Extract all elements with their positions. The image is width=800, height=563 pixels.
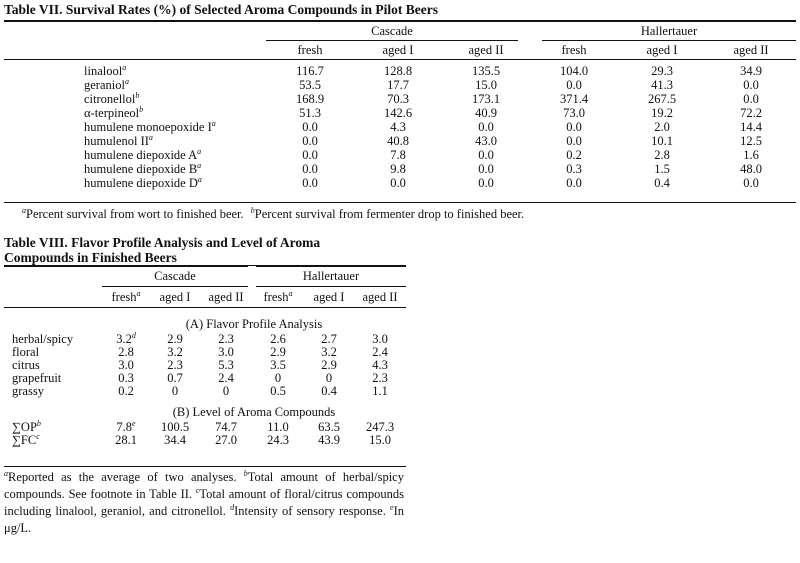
table-cell: 11.0 — [267, 420, 289, 434]
compound-name-text: linalool — [84, 64, 123, 78]
footnote-mark: a — [122, 62, 127, 72]
table-cell: 2.3 — [372, 371, 388, 385]
table-cell-text: 3.2 — [116, 332, 132, 346]
table-cell: 0.0 — [743, 78, 759, 92]
compound-name-text: humulene diepoxide A — [84, 148, 198, 162]
table-cell: 0.0 — [566, 176, 582, 190]
table-row — [4, 372, 406, 385]
table7-title: Table VII. Survival Rates (%) of Selected Aroma Compounds in Pilot Beers — [4, 2, 439, 17]
table-cell: 173.1 — [471, 92, 501, 106]
table-row — [4, 333, 406, 346]
table-cell: 4.3 — [390, 120, 406, 134]
table-cell: 0.0 — [478, 148, 494, 162]
table7-col-header: fresh — [561, 43, 587, 57]
footnote-mark: b — [250, 205, 255, 215]
footnote-mark: b — [135, 90, 140, 100]
footnote-mark: b — [243, 468, 248, 478]
table-cell: 2.4 — [372, 345, 388, 359]
table-row — [4, 385, 406, 398]
table-cell: 2.9 — [270, 345, 286, 359]
footnote-mark: a — [197, 174, 202, 184]
attribute-name-text: citrus — [12, 358, 40, 372]
table7-col-header: fresh — [297, 43, 323, 57]
table-cell: 0.0 — [302, 120, 318, 134]
table-cell: 2.4 — [218, 371, 234, 385]
table-cell: 3.0 — [372, 332, 388, 346]
table8-col-header — [354, 287, 406, 308]
table-cell: 0.0 — [566, 134, 582, 148]
compound-name-text: humulene monoepoxide I — [84, 120, 212, 134]
table8-group-hallertauer: Hallertauer — [252, 266, 406, 287]
table-cell: 0 — [274, 371, 282, 385]
table8-footnotes — [4, 469, 404, 537]
table-cell: 10.1 — [651, 134, 673, 148]
table7-body — [4, 60, 796, 191]
table-cell: 0.0 — [302, 134, 318, 148]
table-cell: 48.0 — [740, 162, 762, 176]
table-cell: 3.0 — [218, 345, 234, 359]
table-cell: 5.3 — [218, 358, 234, 372]
table-cell: 2.7 — [321, 332, 337, 346]
table8-col-header-text: fresh — [111, 290, 137, 304]
attribute-name-text: grapefruit — [12, 371, 62, 385]
table-cell: 3.5 — [270, 358, 286, 372]
table-cell: 72.2 — [740, 106, 762, 120]
table-cell: 2.3 — [167, 358, 183, 372]
table-cell: 0.3 — [118, 371, 134, 385]
table-cell: 0.4 — [654, 176, 670, 190]
table-row — [4, 434, 406, 447]
table-cell: 0.0 — [566, 120, 582, 134]
footnote-mark: a — [148, 132, 153, 142]
table8-title-line2: Compounds in Finished Beers — [4, 250, 177, 265]
table-row — [4, 359, 406, 372]
table-cell: 34.9 — [740, 64, 762, 78]
compound-name — [4, 92, 266, 106]
table-row — [4, 176, 796, 190]
table-cell: 15.0 — [369, 433, 391, 447]
table-cell: 371.4 — [559, 92, 589, 106]
table-row — [4, 60, 796, 79]
footnote-mark: a — [136, 288, 141, 298]
table-cell: 3.2 — [167, 345, 183, 359]
attribute-name-text: floral — [12, 345, 40, 359]
table8-title-line1: Table VIII. Flavor Profile Analysis and Level of Aroma — [4, 235, 321, 250]
table-cell: 9.8 — [390, 162, 406, 176]
compound-name — [4, 106, 266, 120]
table7-footnote-b: Percent survival from fermenter drop to finished beer. — [254, 207, 525, 221]
table-cell: 0 — [325, 371, 333, 385]
section-a-label: (A) Flavor Profile Analysis — [185, 317, 323, 331]
table8-col-header-text: fresh — [263, 290, 289, 304]
table-cell: 168.9 — [295, 92, 325, 106]
table8-col-header-text: aged I — [313, 290, 345, 304]
table-cell: 24.3 — [267, 433, 289, 447]
table7-bottom-rule — [4, 202, 796, 203]
table-cell: 0.0 — [478, 162, 494, 176]
table8-col-header — [252, 287, 304, 308]
table-cell: 0.0 — [566, 78, 582, 92]
table-cell-text: 7.8 — [116, 420, 133, 434]
section-row — [4, 398, 406, 421]
compound-name-text: humulene diepoxide B — [84, 162, 198, 176]
attribute-name-text: grassy — [12, 384, 44, 398]
footnote-mark: a — [4, 468, 8, 478]
table8-col-header-text: aged II — [362, 290, 398, 304]
attribute-name-text: ∑FC — [12, 433, 37, 447]
attribute-name-text: herbal/spicy — [12, 332, 74, 346]
table7-footnotes — [22, 207, 524, 222]
table7-group-hallertauer: Hallertauer — [530, 22, 796, 41]
table8-col-header — [102, 287, 150, 308]
table-cell: 28.1 — [115, 433, 137, 447]
table-cell: 0.0 — [390, 176, 406, 190]
table-cell: 43.9 — [318, 433, 340, 447]
table-cell: 34.4 — [164, 433, 186, 447]
footnote-mark: a — [124, 76, 129, 86]
table8-bottom-rule — [4, 466, 406, 467]
table-cell: 2.9 — [167, 332, 183, 346]
table-cell: 0 — [171, 384, 179, 398]
table-cell: 100.5 — [160, 420, 190, 434]
table-cell: 0.0 — [478, 120, 494, 134]
table7-col-header: aged I — [382, 43, 414, 57]
table-row — [4, 346, 406, 359]
table8-footnote-a: Reported as the average of two analyses. — [8, 470, 237, 484]
table-cell: 267.5 — [647, 92, 677, 106]
table-row — [4, 78, 796, 92]
footnote-mark: a — [22, 205, 26, 215]
table-cell: 2.9 — [321, 358, 337, 372]
footnote-mark: a — [197, 146, 202, 156]
table-cell: 0.0 — [302, 148, 318, 162]
compound-name — [4, 148, 266, 162]
table-cell: 7.8 — [390, 148, 406, 162]
table-cell: 0 — [222, 384, 230, 398]
compound-name-text: humulenol II — [84, 134, 149, 148]
table-cell: 15.0 — [475, 78, 497, 92]
table7-footnote-a: Percent survival from wort to finished beer. — [26, 207, 244, 221]
table-cell: 27.0 — [215, 433, 237, 447]
table-cell: 63.5 — [318, 420, 340, 434]
table-cell: 40.9 — [475, 106, 497, 120]
compound-name — [4, 60, 266, 79]
table-row — [4, 148, 796, 162]
section-b-label: (B) Level of Aroma Compounds — [172, 405, 336, 419]
table8-col-header — [150, 287, 200, 308]
table-cell: 0.7 — [167, 371, 183, 385]
table-cell: 0.4 — [321, 384, 337, 398]
table-cell: 19.2 — [651, 106, 673, 120]
table-cell: 0.0 — [743, 92, 759, 106]
compound-name-text: citronellol — [84, 92, 136, 106]
table8-body — [4, 308, 406, 448]
table-cell: 2.0 — [654, 120, 670, 134]
table-cell: 116.7 — [296, 64, 324, 78]
table-row — [4, 421, 406, 434]
table8-group-cascade: Cascade — [102, 266, 252, 287]
compound-name-text: α-terpineol — [84, 106, 140, 120]
table-cell: 0.3 — [566, 162, 582, 176]
table-cell: 40.8 — [387, 134, 409, 148]
table-cell: 0.0 — [478, 176, 494, 190]
table8-col-header-text: aged I — [159, 290, 191, 304]
attribute-name — [4, 431, 102, 447]
footnote-mark: c — [195, 485, 200, 495]
table8-footnote-c: Total amount of floral/citrus compounds including linalool, geraniol, and citronellol. — [4, 487, 404, 518]
table7-group-cascade: Cascade — [266, 22, 530, 41]
footnote-mark: a — [197, 160, 202, 170]
table-cell: 0.2 — [566, 148, 582, 162]
table8-title — [4, 235, 320, 265]
table-cell: 2.8 — [654, 148, 670, 162]
compound-name — [4, 120, 266, 134]
table-cell: 142.6 — [383, 106, 413, 120]
compound-name — [4, 134, 266, 148]
table8-footnote-d: Intensity of sensory response. — [234, 504, 386, 518]
table-cell: 0.0 — [743, 176, 759, 190]
footnote-mark: b — [139, 104, 144, 114]
footnote-mark: a — [211, 118, 216, 128]
section-row — [4, 308, 406, 334]
attribute-name-text: ∑OP — [12, 420, 37, 434]
table-row — [4, 92, 796, 106]
attribute-name — [4, 385, 102, 398]
table-cell: 0.5 — [270, 384, 286, 398]
table-cell: 3.2 — [321, 345, 337, 359]
table-cell: 247.3 — [365, 420, 395, 434]
table-cell: 2.6 — [270, 332, 286, 346]
table8-footnote-e: In μg/L. — [4, 504, 405, 535]
footnote-mark: c — [36, 431, 40, 441]
table8-col-header — [200, 287, 252, 308]
table-cell: 51.3 — [299, 106, 321, 120]
table-cell: 12.5 — [740, 134, 762, 148]
table7-col-header: aged II — [468, 43, 504, 57]
table7-col-header: aged II — [733, 43, 769, 57]
footnote-mark: e — [132, 418, 136, 428]
table-cell: 53.5 — [299, 78, 321, 92]
table-cell: 3.0 — [118, 358, 134, 372]
table-row — [4, 162, 796, 176]
compound-name-text: humulene diepoxide D — [84, 176, 198, 190]
table-cell: 17.7 — [387, 78, 409, 92]
table-cell: 1.6 — [743, 148, 759, 162]
compound-name — [4, 162, 266, 176]
table-row — [4, 134, 796, 148]
footnote-mark: d — [131, 330, 136, 340]
table-row — [4, 106, 796, 120]
table8-col-header — [304, 287, 354, 308]
table-cell: 135.5 — [471, 64, 501, 78]
table7-col-header: aged I — [646, 43, 678, 57]
table-cell: 1.5 — [654, 162, 670, 176]
table-cell: 2.3 — [218, 332, 234, 346]
footnote-mark: e — [390, 502, 394, 512]
table-cell: 104.0 — [559, 64, 589, 78]
footnote-mark: a — [288, 288, 293, 298]
table-cell: 0.0 — [302, 162, 318, 176]
table-cell: 41.3 — [651, 78, 673, 92]
table7-corner — [4, 22, 266, 41]
table-cell: 29.3 — [651, 64, 673, 78]
table-cell: 128.8 — [383, 64, 413, 78]
table-cell: 1.1 — [372, 384, 388, 398]
compound-name — [4, 176, 266, 190]
table-row — [4, 120, 796, 134]
footnote-mark: d — [230, 502, 235, 512]
table-cell: 2.8 — [118, 345, 134, 359]
compound-name-text: geraniol — [84, 78, 125, 92]
table-cell: 14.4 — [740, 120, 762, 134]
table-cell: 70.3 — [387, 92, 409, 106]
table-cell: 43.0 — [475, 134, 497, 148]
table-cell: 0.2 — [118, 384, 134, 398]
table-cell: 73.0 — [563, 106, 585, 120]
table-cell: 4.3 — [372, 358, 388, 372]
table7 — [4, 22, 796, 190]
footnote-mark: b — [36, 418, 41, 428]
table8-col-header-text: aged II — [208, 290, 244, 304]
table-cell: 0.0 — [302, 176, 318, 190]
table8 — [4, 266, 406, 447]
table-cell: 74.7 — [215, 420, 237, 434]
table8-footnote-b: Total amount of herbal/spicy compounds. See footnote in Table II. — [4, 470, 404, 501]
